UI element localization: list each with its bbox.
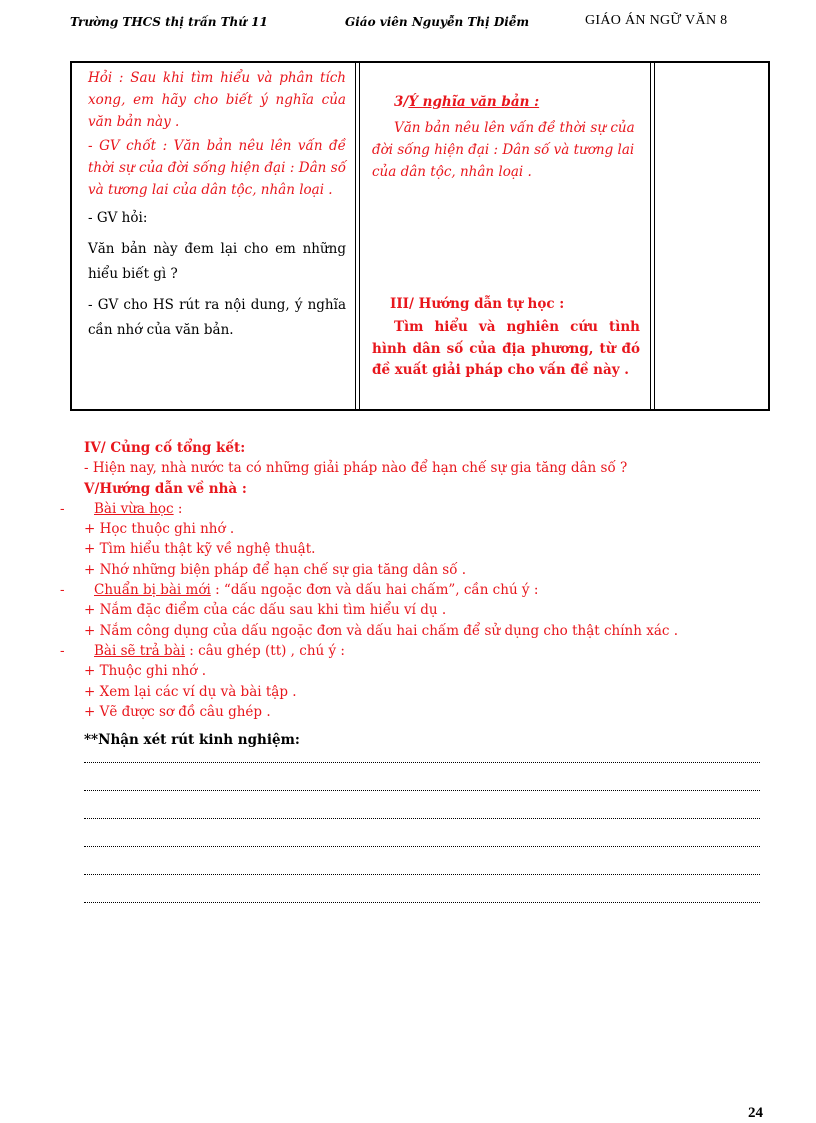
meaning-heading <box>394 91 640 113</box>
section4-title: IV/ Củng cố tổng kết: <box>84 440 246 456</box>
list-item: + Thuộc ghi nhớ . <box>84 663 207 680</box>
list-item: + Học thuộc ghi nhớ . <box>84 521 235 538</box>
self-study-title: III/ Hướng dẫn tự học : <box>390 296 565 312</box>
dotted-line <box>84 790 760 791</box>
next-title: Bài sẽ trả bài <box>94 642 186 659</box>
meaning-title: Ý nghĩa văn bản : <box>408 94 540 110</box>
table-divider <box>650 63 651 409</box>
review-title: **Nhận xét rút kinh nghiệm: <box>84 732 300 749</box>
dotted-line <box>84 818 760 819</box>
header-subject: GIÁO ÁN NGỮ VĂN 8 <box>585 13 728 28</box>
list-item: + Nhớ những biện pháp để hạn chế sự gia tăng dân số . <box>84 561 467 578</box>
prepare-heading <box>60 580 774 600</box>
prepare-title: Chuẩn bị bài mới <box>94 582 211 599</box>
next-suffix: : câu ghép (tt) , chú ý : <box>185 642 345 659</box>
teacher-ask-question: Văn bản này đem lại cho em những hiểu biết gì ? <box>88 241 346 282</box>
page-number: 24 <box>748 1105 763 1121</box>
list-item: + Tìm hiểu thật kỹ về nghệ thuật. <box>84 541 316 558</box>
teacher-instruction: - GV cho HS rút ra nội dung, ý nghĩa cần nhớ của văn bản. <box>88 297 346 338</box>
teacher-activity-column <box>88 67 346 343</box>
content-column <box>372 91 640 382</box>
lesson-table <box>70 61 770 411</box>
dotted-line <box>84 874 760 875</box>
header-teacher: Giáo viên Nguyễn Thị Diễm <box>345 15 530 29</box>
learned-suffix: : <box>173 500 183 517</box>
dotted-line <box>84 846 760 847</box>
meaning-text: Văn bản nêu lên vấn đề thời sự của đời sống hiện đại : Dân số và tương lai của dân tộc, nhân loại . <box>372 120 635 180</box>
section5-title: V/Hướng dẫn về nhà : <box>84 480 247 497</box>
learned-title: Bài vừa học <box>94 500 174 517</box>
table-divider <box>359 63 360 409</box>
teacher-ask-label: - GV hỏi: <box>88 210 148 226</box>
bullet-dash: - <box>60 642 65 659</box>
next-heading <box>60 641 774 661</box>
homework-section <box>60 438 774 750</box>
dotted-line <box>84 902 760 903</box>
table-divider <box>355 63 356 409</box>
bullet-dash: - <box>60 582 65 599</box>
dotted-line <box>84 762 760 763</box>
header-school: Trường THCS thị trấn Thứ 11 <box>70 15 268 29</box>
teacher-question: Hỏi : Sau khi tìm hiểu và phân tích xong, em hãy cho biết ý nghĩa của văn bản này . <box>88 70 346 130</box>
meaning-number: 3/ <box>394 94 409 110</box>
teacher-conclusion: - GV chốt : Văn bản nêu lên vấn đề thời sự của đời sống hiện đại : Dân số và tương lai của dân tộc, nhân loại . <box>88 138 346 198</box>
self-study-text: Tìm hiểu và nghiên cứu tình hình dân số của địa phương, từ đó đề xuất giải pháp cho vấn đề này . <box>372 319 640 378</box>
learned-heading <box>60 499 774 519</box>
list-item: + Nắm công dụng của dấu ngoặc đơn và dấu hai chấm để sử dụng cho thật chính xác . <box>84 622 679 639</box>
table-divider <box>654 63 655 409</box>
bullet-dash: - <box>60 500 65 517</box>
list-item: + Xem lại các ví dụ và bài tập . <box>84 683 297 700</box>
prepare-suffix: : “dấu ngoặc đơn và dấu hai chấm”, cần chú ý : <box>210 582 539 599</box>
list-item: + Vẽ được sơ đồ câu ghép . <box>84 703 271 720</box>
section4-question: - Hiện nay, nhà nước ta có những giải pháp nào để hạn chế sự gia tăng dân số ? <box>84 460 628 477</box>
list-item: + Nắm đặc điểm của các dấu sau khi tìm hiểu ví dụ . <box>84 602 447 619</box>
